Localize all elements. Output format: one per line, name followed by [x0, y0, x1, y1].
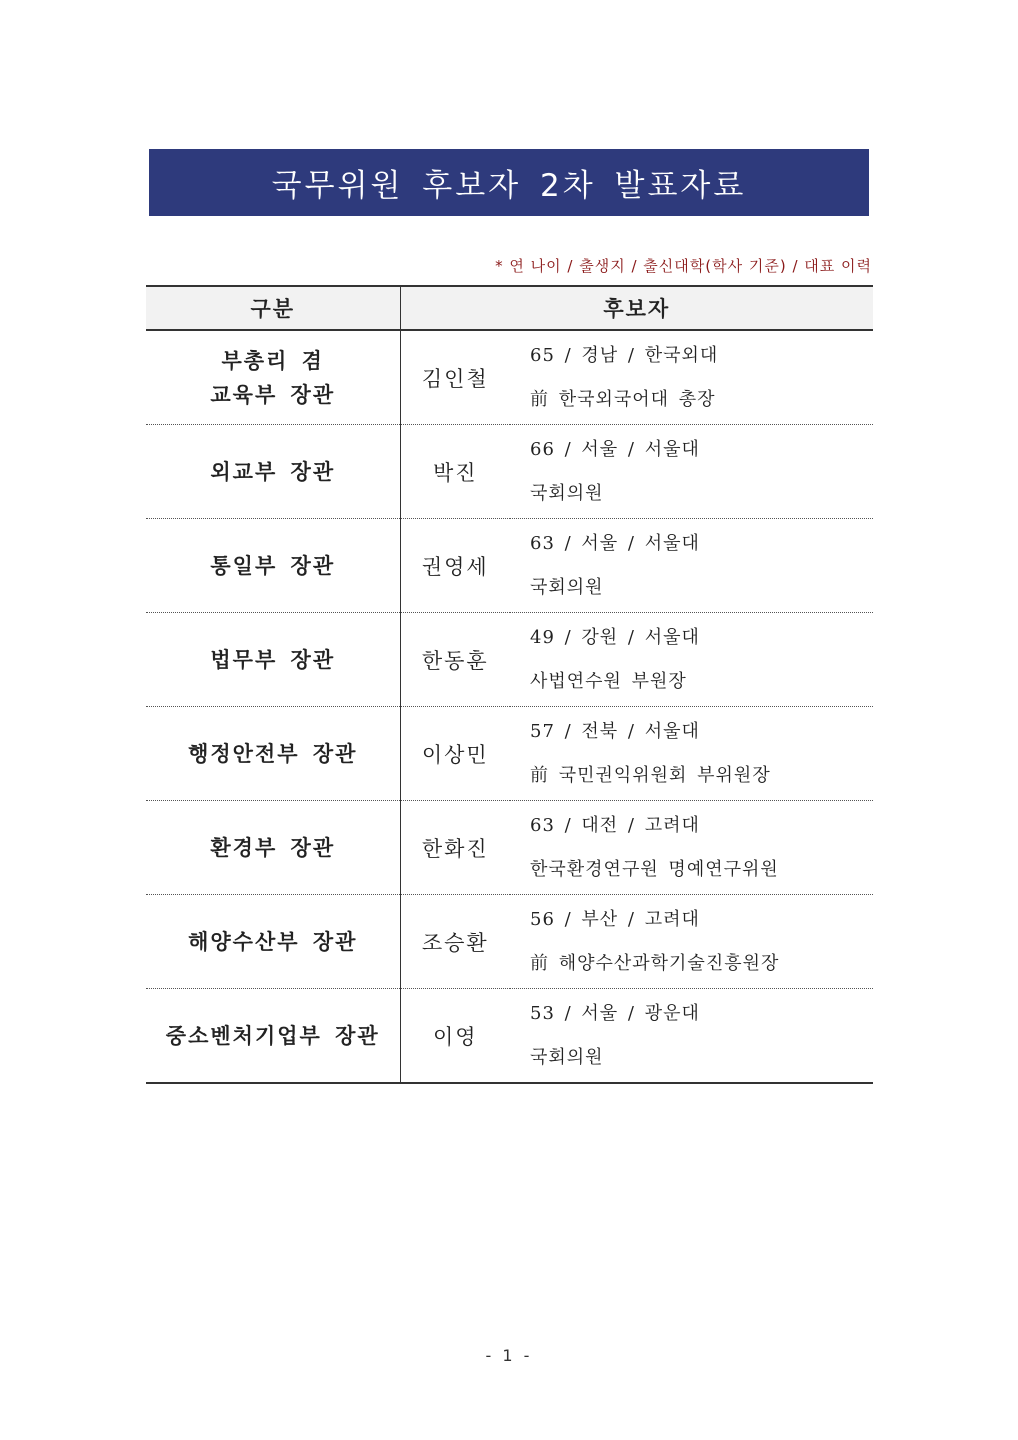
candidate-profile: 66 / 서울 / 서울대: [530, 438, 700, 460]
candidate-info: [510, 707, 873, 801]
candidate-name: 한화진: [400, 801, 510, 895]
header-department: 구분: [146, 286, 400, 330]
table-row: [146, 425, 873, 519]
candidate-profile: 56 / 부산 / 고려대: [530, 908, 700, 930]
title-banner: [149, 149, 869, 216]
department-cell: 법무부 장관: [146, 613, 400, 707]
candidate-career: 前 한국외국어대 총장: [530, 388, 716, 410]
candidate-name: 조승환: [400, 895, 510, 989]
candidate-career: 사법연수원 부원장: [530, 670, 687, 692]
candidate-profile: 49 / 강원 / 서울대: [530, 626, 700, 648]
candidate-name: 박진: [400, 425, 510, 519]
candidate-info: [510, 895, 873, 989]
candidate-career: 한국환경연구원 명예연구위원: [530, 858, 779, 880]
document-title: 국무위원 후보자 2차 발표자료: [271, 168, 747, 204]
table-row: [146, 519, 873, 613]
department-cell: 부총리 겸 교육부 장관: [146, 330, 400, 425]
candidate-name: 한동훈: [400, 613, 510, 707]
table-header-row: [146, 286, 873, 330]
candidate-profile: 63 / 서울 / 서울대: [530, 532, 700, 554]
candidate-career: 前 국민권익위원회 부위원장: [530, 764, 771, 786]
candidate-info: [510, 989, 873, 1084]
candidate-career: 국회의원: [530, 576, 604, 598]
candidate-career: 국회의원: [530, 1046, 604, 1068]
department-cell: 중소벤처기업부 장관: [146, 989, 400, 1084]
table-row: [146, 613, 873, 707]
candidate-name: 이영: [400, 989, 510, 1084]
table-row: [146, 895, 873, 989]
department-cell: 외교부 장관: [146, 425, 400, 519]
candidate-profile: 53 / 서울 / 광운대: [530, 1002, 700, 1024]
candidate-career: 前 해양수산과학기술진흥원장: [530, 952, 780, 974]
candidate-info: [510, 801, 873, 895]
candidate-info: [510, 613, 873, 707]
table-row: [146, 330, 873, 425]
candidate-profile: 65 / 경남 / 한국외대: [530, 344, 719, 366]
candidates-table: [146, 285, 873, 1084]
candidate-profile: 57 / 전북 / 서울대: [530, 720, 700, 742]
candidate-name: 권영세: [400, 519, 510, 613]
candidate-career: 국회의원: [530, 482, 604, 504]
candidate-info: [510, 425, 873, 519]
table-row: [146, 707, 873, 801]
department-cell: 통일부 장관: [146, 519, 400, 613]
page-number: - 1 -: [485, 1346, 533, 1365]
table-row: [146, 801, 873, 895]
department-cell: 환경부 장관: [146, 801, 400, 895]
candidate-info: [510, 330, 873, 425]
header-candidate: 후보자: [400, 286, 873, 330]
department-cell: 해양수산부 장관: [146, 895, 400, 989]
candidate-info: [510, 519, 873, 613]
candidate-name: 김인철: [400, 330, 510, 425]
legend-note: * 연 나이 / 출생지 / 출신대학(학사 기준) / 대표 이력: [495, 257, 872, 275]
candidate-profile: 63 / 대전 / 고려대: [530, 814, 700, 836]
candidate-name: 이상민: [400, 707, 510, 801]
table-row: [146, 989, 873, 1084]
department-cell: 행정안전부 장관: [146, 707, 400, 801]
